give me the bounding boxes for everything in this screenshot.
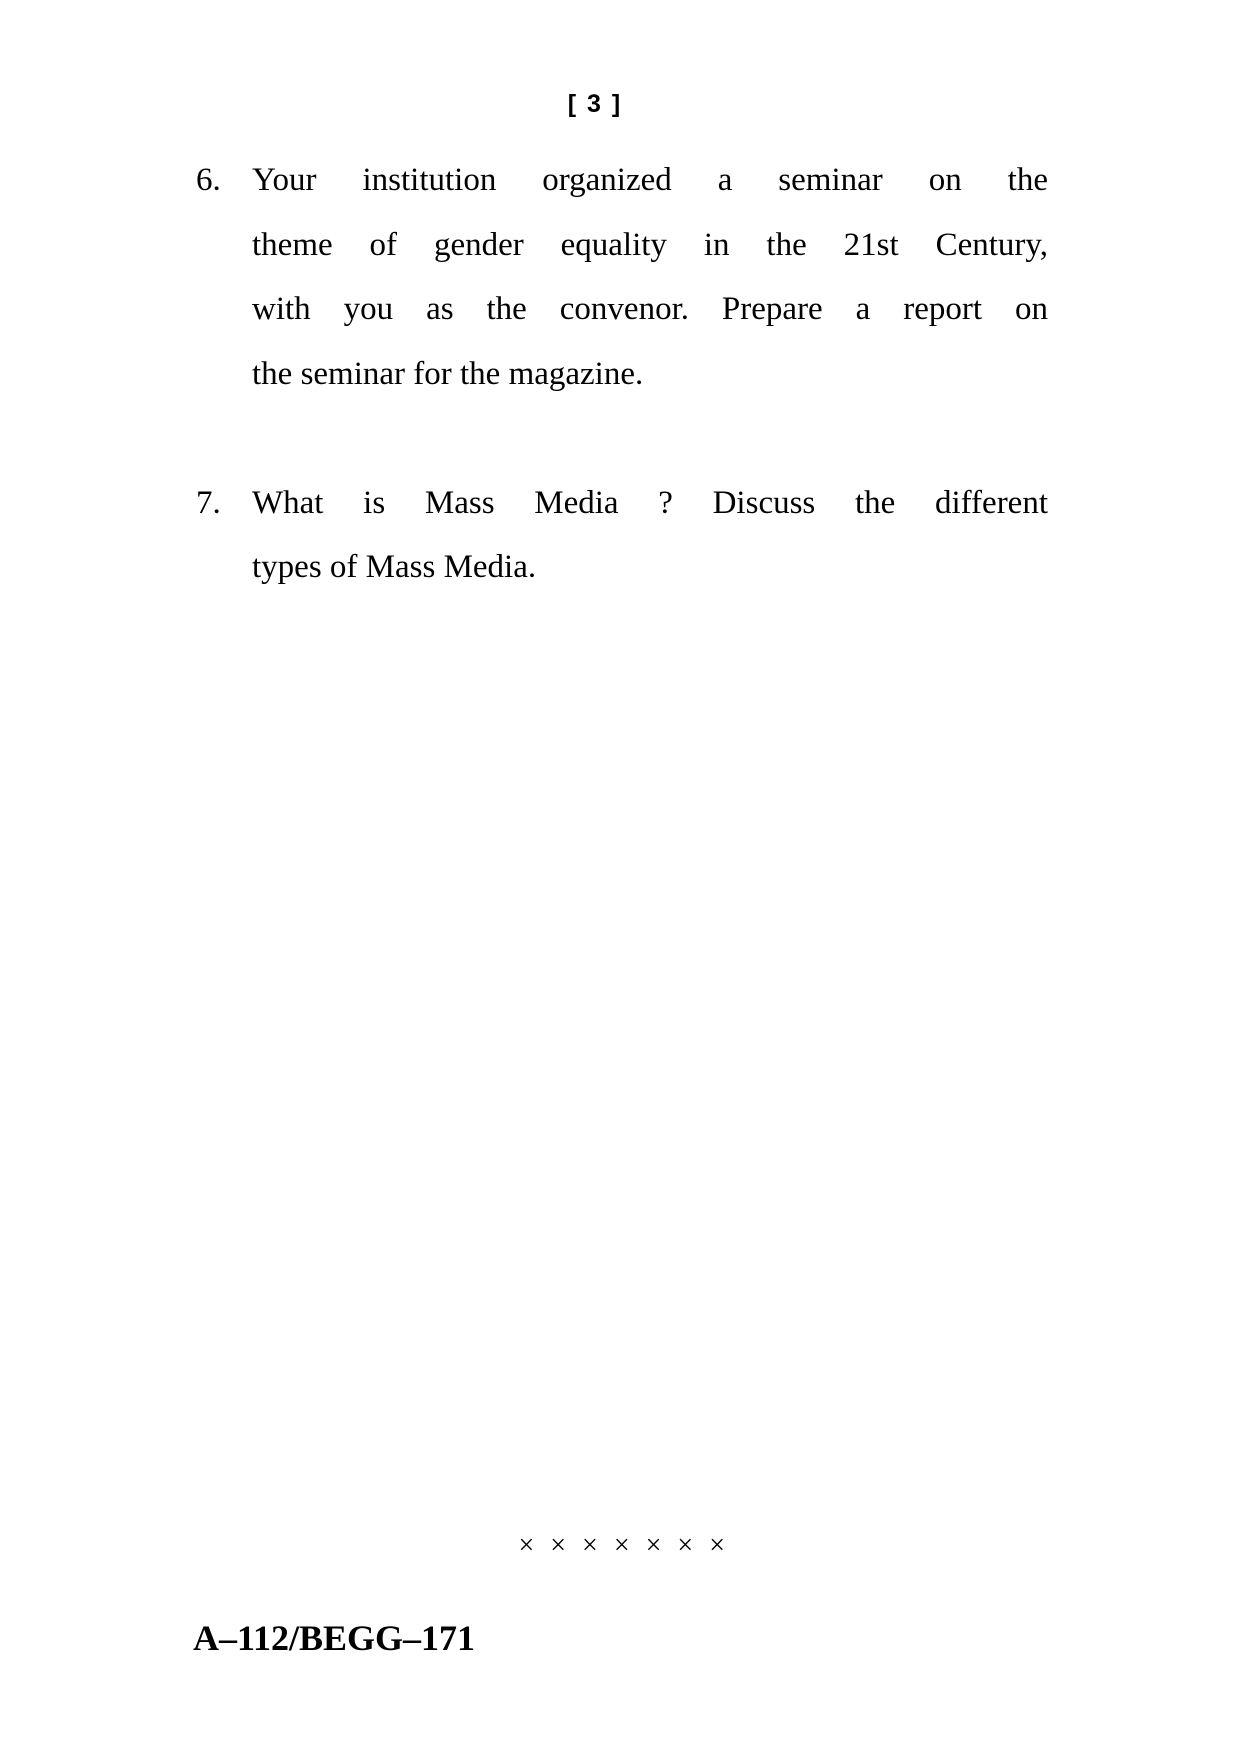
question-item-7	[196, 471, 1048, 600]
end-of-paper-separator: × × × × × × ×	[518, 1530, 730, 1561]
question-line: What is Mass Media ? Discuss the different	[252, 484, 1048, 521]
question-line: with you as the convenor. Prepare a report on	[252, 291, 1048, 327]
question-text	[252, 471, 1048, 600]
question-number: 6.	[196, 162, 221, 198]
questions-section	[196, 148, 1048, 600]
question-item-6	[196, 148, 1048, 406]
question-line: Your institution organized a seminar on the	[252, 162, 1048, 198]
question-number: 7.	[196, 484, 221, 521]
page-number: [ 3 ]	[567, 90, 623, 118]
paper-code: A–112/BEGG–171	[193, 1618, 476, 1658]
question-line: the seminar for the magazine.	[252, 355, 644, 392]
question-text	[252, 148, 1048, 406]
question-line: theme of gender equality in the 21st Century,	[252, 226, 1048, 263]
question-line: types of Mass Media.	[252, 549, 537, 585]
